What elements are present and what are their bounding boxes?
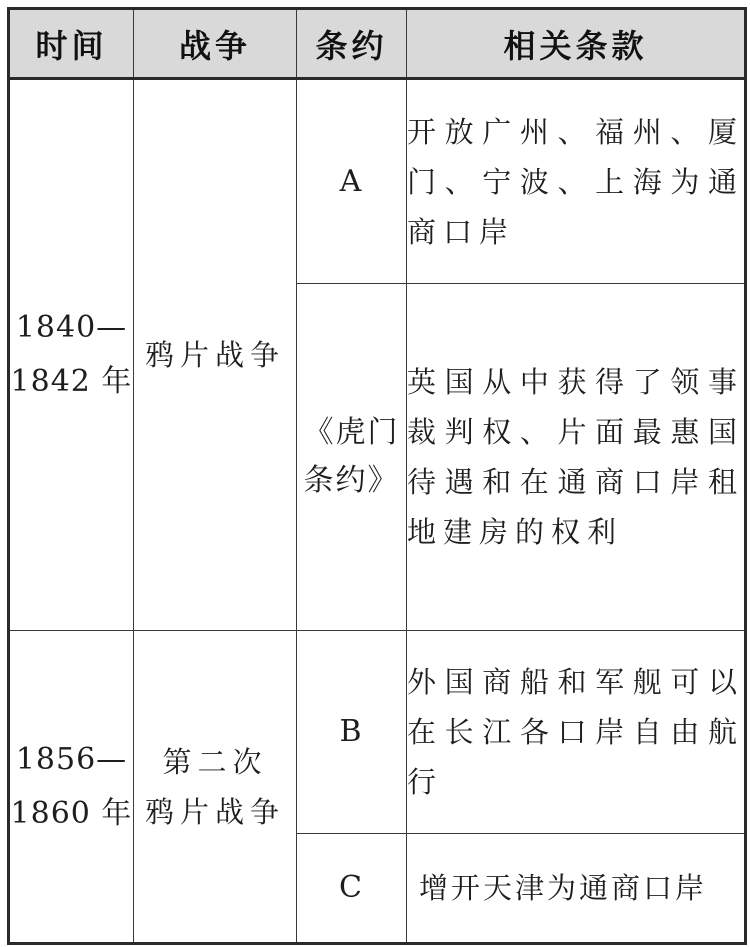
- terms-text: 开放广州、福州、厦门、宁波、上海为通商口岸: [407, 114, 744, 249]
- terms-text: 外国商船和军舰可以在长江各口岸自由航行: [407, 665, 744, 799]
- treaty-text: C: [339, 870, 364, 905]
- header-row: [9, 9, 746, 79]
- treaty-text: B: [339, 714, 364, 749]
- time-text: 1840— 1842 年: [10, 310, 133, 399]
- header-time: 时间: [9, 9, 134, 79]
- terms-cell: [407, 631, 746, 834]
- treaty-cell: [297, 631, 407, 834]
- war-text: 第二次 鸦片战争: [144, 744, 285, 829]
- time-text: 1856— 1860 年: [10, 741, 133, 831]
- time-cell: [9, 79, 134, 631]
- treaty-cell: [297, 284, 407, 631]
- war-cell: [134, 79, 297, 631]
- treaty-cell: [297, 834, 407, 944]
- terms-text: 增开天津为通商口岸: [419, 871, 708, 905]
- terms-cell: [407, 834, 746, 944]
- terms-text: 英国从中获得了领事裁判权、片面最惠国待遇和在通商口岸租地建房的权利: [407, 365, 744, 549]
- treaty-cell: [297, 79, 407, 284]
- terms-cell: [407, 284, 746, 631]
- treaty-table: [7, 7, 747, 945]
- war-cell: [134, 631, 297, 944]
- table-row: [9, 631, 746, 834]
- treaty-text: 《虎门 条约》: [303, 415, 400, 498]
- table-row: [9, 79, 746, 284]
- header-terms: 相关条款: [407, 9, 746, 79]
- treaty-text: A: [339, 163, 364, 199]
- time-cell: [9, 631, 134, 944]
- header-treaty: 条约: [297, 9, 407, 79]
- header-war: 战争: [134, 9, 297, 79]
- terms-cell: [407, 79, 746, 284]
- war-text: 鸦片战争: [144, 338, 285, 372]
